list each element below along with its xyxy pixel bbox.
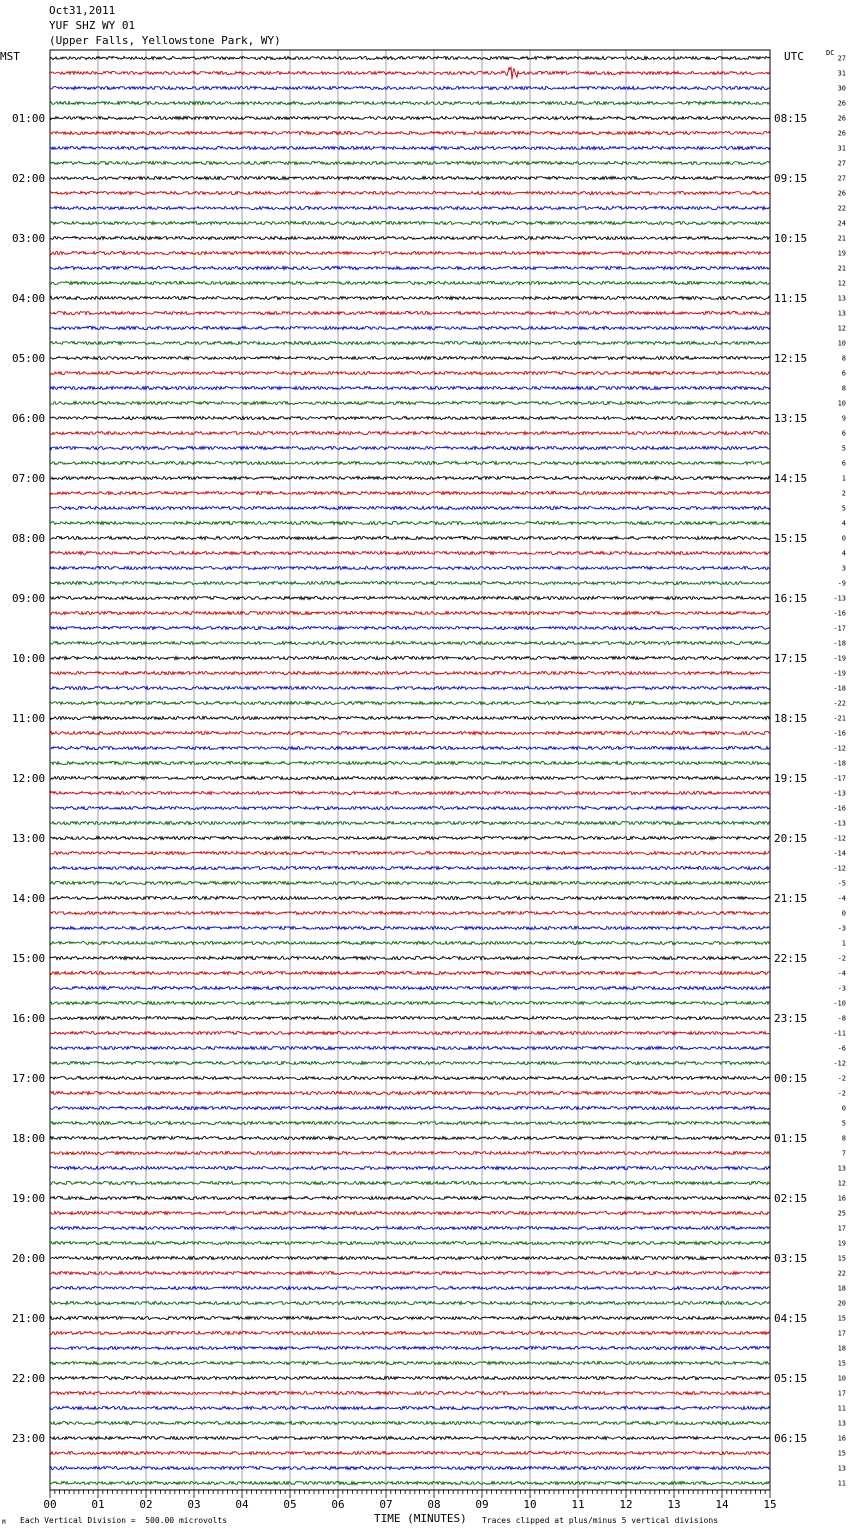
dc-value: 26	[837, 99, 846, 108]
trace-23	[50, 401, 770, 404]
dc-value: -16	[833, 729, 846, 738]
trace-29	[50, 491, 770, 494]
trace-78	[50, 1226, 770, 1229]
trace-10	[50, 206, 770, 209]
trace-11	[50, 221, 770, 224]
trace-17	[50, 311, 770, 314]
dc-value: 6	[841, 459, 846, 468]
trace-0	[50, 56, 770, 59]
dc-value: 6	[841, 429, 846, 438]
trace-48	[50, 776, 770, 779]
dc-value: -12	[833, 744, 846, 753]
dc-value: 21	[837, 234, 846, 243]
dc-value: 11	[837, 1479, 846, 1488]
right-hour-label: 06:15	[774, 1432, 808, 1445]
left-hour-label: 01:00	[12, 112, 46, 125]
dc-value: 31	[837, 69, 846, 78]
dc-value: 15	[837, 1314, 846, 1323]
dc-value: 0	[841, 534, 846, 543]
left-hour-label: 11:00	[12, 712, 46, 725]
trace-18	[50, 326, 770, 329]
right-hour-label: 19:15	[774, 772, 808, 785]
trace-39	[50, 641, 770, 644]
dc-value: 15	[837, 1254, 846, 1263]
dc-value: -21	[833, 714, 846, 723]
left-hour-label: 14:00	[12, 892, 46, 905]
date-label: Oct31,2011	[49, 4, 116, 17]
trace-90	[50, 1406, 770, 1409]
dc-value: 0	[841, 909, 846, 918]
trace-76	[50, 1196, 770, 1199]
trace-7	[50, 161, 770, 164]
dc-value: 9	[841, 414, 846, 423]
trace-8	[50, 176, 770, 179]
left-hour-label: 09:00	[12, 592, 46, 605]
dc-value: -18	[833, 639, 846, 648]
dc-value: 5	[841, 1119, 846, 1128]
trace-49	[50, 791, 770, 794]
trace-63	[50, 1001, 770, 1004]
trace-69	[50, 1091, 770, 1094]
trace-32	[50, 536, 770, 539]
dc-value: -18	[833, 759, 846, 768]
footer-mark: M	[2, 1519, 6, 1526]
dc-value: -4	[837, 894, 846, 903]
trace-92	[50, 1436, 770, 1439]
dc-value: 21	[837, 264, 846, 273]
trace-57	[50, 911, 770, 914]
dc-value: 26	[837, 129, 846, 138]
trace-46	[50, 746, 770, 749]
dc-value: 13	[837, 1164, 846, 1173]
dc-value: 8	[841, 354, 846, 363]
trace-91	[50, 1421, 770, 1424]
trace-67	[50, 1061, 770, 1064]
left-hour-label: 21:00	[12, 1312, 46, 1325]
dc-value: 10	[837, 339, 846, 348]
dc-value: 12	[837, 1179, 846, 1188]
trace-72	[50, 1136, 770, 1139]
left-hour-label: 18:00	[12, 1132, 46, 1145]
dc-value: -16	[833, 609, 846, 618]
right-hour-label: 17:15	[774, 652, 808, 665]
dc-value: 0	[841, 1104, 846, 1113]
trace-12	[50, 236, 770, 239]
right-hour-label: 08:15	[774, 112, 808, 125]
x-axis-title: TIME (MINUTES)	[374, 1512, 467, 1525]
trace-3	[50, 101, 770, 104]
trace-41	[50, 671, 770, 674]
trace-71	[50, 1121, 770, 1124]
trace-51	[50, 821, 770, 824]
right-hour-label: 01:15	[774, 1132, 808, 1145]
dc-value: 13	[837, 1419, 846, 1428]
dc-value: 7	[841, 1149, 846, 1158]
right-hour-label: 14:15	[774, 472, 808, 485]
dc-value: 4	[841, 549, 846, 558]
trace-56	[50, 896, 770, 899]
x-tick-label: 07	[379, 1498, 393, 1511]
trace-70	[50, 1106, 770, 1109]
dc-value: -19	[833, 669, 846, 678]
dc-value: 13	[837, 309, 846, 318]
x-tick-label: 08	[427, 1498, 441, 1511]
clip-note: Traces clipped at plus/minus 5 vertical divisions	[482, 1516, 719, 1525]
right-hour-label: 18:15	[774, 712, 808, 725]
trace-6	[50, 146, 770, 149]
trace-73	[50, 1151, 770, 1154]
dc-value: 12	[837, 324, 846, 333]
left-hour-label: 07:00	[12, 472, 46, 485]
trace-27	[50, 461, 770, 464]
dc-value: 8	[841, 384, 846, 393]
right-hour-label: 10:15	[774, 232, 808, 245]
trace-65	[50, 1031, 770, 1034]
right-hour-labels	[774, 112, 807, 1445]
dc-value: 24	[837, 219, 846, 228]
x-tick-label: 01	[91, 1498, 105, 1511]
right-hour-label: 09:15	[774, 172, 808, 185]
x-tick-label: 06	[331, 1498, 345, 1511]
trace-54	[50, 866, 770, 869]
trace-68	[50, 1076, 770, 1079]
dc-value: 26	[837, 114, 846, 123]
dc-value: -3	[837, 984, 846, 993]
dc-value: 18	[837, 1284, 846, 1293]
trace-15	[50, 281, 770, 284]
trace-24	[50, 416, 770, 419]
trace-75	[50, 1181, 770, 1184]
dc-value: 19	[837, 1239, 846, 1248]
trace-13	[50, 251, 770, 254]
right-hour-label: 11:15	[774, 292, 808, 305]
location-label: (Upper Falls, Yellowstone Park, WY)	[49, 34, 281, 47]
dc-value: -12	[833, 864, 846, 873]
left-hour-label: 23:00	[12, 1432, 46, 1445]
dc-value: 13	[837, 1464, 846, 1473]
dc-value: 17	[837, 1329, 846, 1338]
left-hour-label: 15:00	[12, 952, 46, 965]
right-hour-label: 22:15	[774, 952, 808, 965]
trace-35	[50, 581, 770, 584]
dc-values	[833, 55, 846, 1488]
trace-61	[50, 971, 770, 974]
trace-44	[50, 716, 770, 719]
trace-87	[50, 1361, 770, 1364]
trace-89	[50, 1391, 770, 1394]
trace-66	[50, 1046, 770, 1049]
trace-86	[50, 1346, 770, 1349]
dc-value: -13	[833, 819, 846, 828]
left-hour-label: 08:00	[12, 532, 46, 545]
dc-value: -17	[833, 774, 846, 783]
trace-52	[50, 836, 770, 839]
dc-value: 1	[841, 939, 846, 948]
x-tick-label: 09	[475, 1498, 489, 1511]
dc-value: 26	[837, 189, 846, 198]
left-hour-label: 12:00	[12, 772, 46, 785]
trace-53	[50, 851, 770, 854]
dc-value: -17	[833, 624, 846, 633]
trace-94	[50, 1466, 770, 1469]
x-tick-label: 14	[715, 1498, 729, 1511]
trace-83	[50, 1301, 770, 1304]
dc-value: 17	[837, 1389, 846, 1398]
trace-40	[50, 656, 770, 659]
trace-81	[50, 1271, 770, 1274]
dc-value: 15	[837, 1359, 846, 1368]
left-hour-label: 10:00	[12, 652, 46, 665]
trace-88	[50, 1376, 770, 1379]
dc-value: 4	[841, 519, 846, 528]
left-hour-label: 22:00	[12, 1372, 46, 1385]
dc-value: 16	[837, 1434, 846, 1443]
left-hour-label: 19:00	[12, 1192, 46, 1205]
right-hour-label: 21:15	[774, 892, 808, 905]
dc-value: 5	[841, 504, 846, 513]
left-hour-label: 02:00	[12, 172, 46, 185]
x-tick-label: 04	[235, 1498, 249, 1511]
trace-20	[50, 356, 770, 359]
x-tick-label: 11	[571, 1498, 585, 1511]
trace-95	[50, 1481, 770, 1484]
left-hour-label: 06:00	[12, 412, 46, 425]
trace-2	[50, 86, 770, 89]
dc-value: -2	[837, 1089, 846, 1098]
trace-50	[50, 806, 770, 809]
dc-value: -8	[837, 1014, 846, 1023]
trace-59	[50, 941, 770, 944]
right-hour-label: 03:15	[774, 1252, 808, 1265]
dc-value: -5	[837, 879, 846, 888]
trace-93	[50, 1451, 770, 1454]
x-tick-label: 10	[523, 1498, 537, 1511]
dc-value: 18	[837, 1344, 846, 1353]
trace-34	[50, 566, 770, 569]
right-hour-label: 12:15	[774, 352, 808, 365]
dc-value: 15	[837, 1449, 846, 1458]
trace-58	[50, 926, 770, 929]
dc-value: 27	[837, 54, 846, 63]
right-hour-label: 20:15	[774, 832, 808, 845]
left-hour-label: 20:00	[12, 1252, 46, 1265]
x-tick-label: 12	[619, 1498, 633, 1511]
dc-value: 6	[841, 369, 846, 378]
dc-value: 20	[837, 1299, 846, 1308]
dc-value: 16	[837, 1194, 846, 1203]
trace-28	[50, 476, 770, 479]
dc-value: -13	[833, 789, 846, 798]
right-hour-label: 13:15	[774, 412, 808, 425]
station-label: YUF SHZ WY 01	[49, 19, 136, 32]
trace-1	[50, 67, 770, 79]
trace-19	[50, 341, 770, 344]
left-hour-label: 03:00	[12, 232, 46, 245]
x-axis	[43, 1490, 776, 1511]
dc-value: 5	[841, 444, 846, 453]
trace-33	[50, 551, 770, 554]
dc-value: 10	[837, 399, 846, 408]
dc-value: 31	[837, 144, 846, 153]
trace-37	[50, 611, 770, 614]
trace-80	[50, 1256, 770, 1259]
x-tick-label: 02	[139, 1498, 153, 1511]
left-hour-label: 16:00	[12, 1012, 46, 1025]
trace-62	[50, 986, 770, 989]
dc-value: 22	[837, 1269, 846, 1278]
dc-value: -22	[833, 699, 846, 708]
right-hour-label: 04:15	[774, 1312, 808, 1325]
dc-value: 11	[837, 1404, 846, 1413]
dc-value: 19	[837, 249, 846, 258]
trace-21	[50, 371, 770, 374]
dc-value: 27	[837, 159, 846, 168]
dc-value: 27	[837, 174, 846, 183]
trace-22	[50, 386, 770, 389]
right-hour-label: 05:15	[774, 1372, 808, 1385]
trace-42	[50, 686, 770, 689]
trace-26	[50, 446, 770, 449]
trace-14	[50, 266, 770, 269]
dc-value: -6	[837, 1044, 846, 1053]
x-tick-label: 03	[187, 1498, 201, 1511]
dc-value: -12	[833, 834, 846, 843]
trace-36	[50, 596, 770, 599]
trace-4	[50, 116, 770, 119]
dc-value: -9	[837, 579, 846, 588]
dc-value: -14	[833, 849, 846, 858]
dc-value: -16	[833, 804, 846, 813]
dc-value: 13	[837, 294, 846, 303]
dc-value: 22	[837, 204, 846, 213]
right-hour-label: 00:15	[774, 1072, 808, 1085]
dc-value: -3	[837, 924, 846, 933]
x-tick-label: 15	[763, 1498, 777, 1511]
trace-60	[50, 956, 770, 959]
dc-value: -19	[833, 654, 846, 663]
dc-value: 25	[837, 1209, 846, 1218]
dc-value: -10	[833, 999, 846, 1008]
trace-9	[50, 191, 770, 194]
dc-value: -18	[833, 684, 846, 693]
dc-value: -2	[837, 1074, 846, 1083]
trace-85	[50, 1331, 770, 1334]
trace-82	[50, 1286, 770, 1289]
x-tick-label: 05	[283, 1498, 297, 1511]
trace-5	[50, 131, 770, 134]
right-timezone-label: UTC	[784, 50, 804, 63]
dc-value: 12	[837, 279, 846, 288]
trace-79	[50, 1241, 770, 1244]
right-hour-label: 23:15	[774, 1012, 808, 1025]
trace-25	[50, 431, 770, 434]
dc-value: 10	[837, 1374, 846, 1383]
left-hour-label: 13:00	[12, 832, 46, 845]
trace-74	[50, 1166, 770, 1169]
scale-note: Each Vertical Division = 500.00 microvolts	[20, 1516, 228, 1525]
trace-38	[50, 626, 770, 629]
trace-47	[50, 761, 770, 764]
right-hour-label: 02:15	[774, 1192, 808, 1205]
traces	[50, 56, 770, 1484]
dc-value: 30	[837, 84, 846, 93]
trace-45	[50, 731, 770, 734]
dc-value: 2	[841, 489, 846, 498]
dc-value: 1	[841, 474, 846, 483]
left-hour-labels	[12, 112, 45, 1445]
right-hour-label: 16:15	[774, 592, 808, 605]
dc-value: -11	[833, 1029, 846, 1038]
left-hour-label: 17:00	[12, 1072, 46, 1085]
trace-16	[50, 296, 770, 299]
trace-77	[50, 1211, 770, 1214]
trace-55	[50, 881, 770, 884]
x-tick-label: 13	[667, 1498, 681, 1511]
dc-value: -13	[833, 594, 846, 603]
dc-value: -4	[837, 969, 846, 978]
trace-84	[50, 1316, 770, 1319]
dc-value: -2	[837, 954, 846, 963]
dc-value: 17	[837, 1224, 846, 1233]
trace-43	[50, 701, 770, 704]
dc-value: -12	[833, 1059, 846, 1068]
dc-value: 3	[841, 564, 846, 573]
x-tick-label: 00	[43, 1498, 57, 1511]
trace-31	[50, 521, 770, 524]
left-hour-label: 05:00	[12, 352, 46, 365]
right-hour-label: 15:15	[774, 532, 808, 545]
left-timezone-label: MST	[0, 50, 20, 63]
dc-header-label: DC	[826, 49, 835, 57]
trace-30	[50, 506, 770, 509]
left-hour-label: 04:00	[12, 292, 46, 305]
trace-64	[50, 1016, 770, 1019]
dc-value: 8	[841, 1134, 846, 1143]
